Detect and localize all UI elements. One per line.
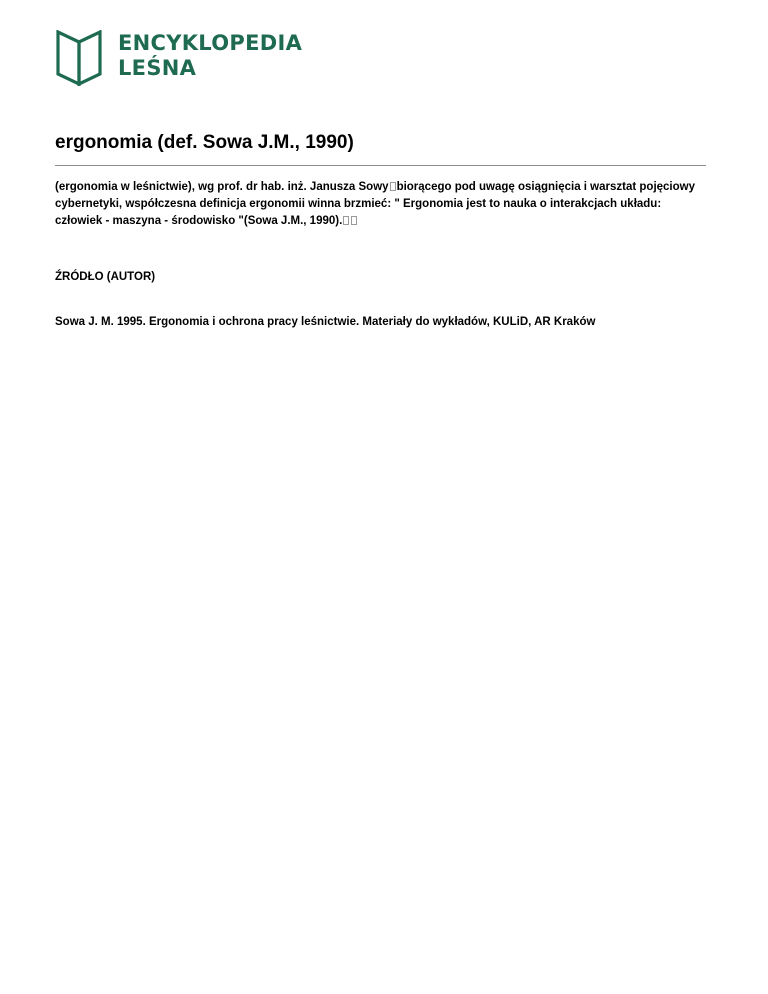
- source-heading: ŹRÓDŁO (AUTOR): [55, 271, 156, 283]
- missing-glyph-box-icon: [351, 216, 357, 225]
- site-logo[interactable]: [54, 30, 302, 86]
- definition-part-1: (ergonomia w leśnictwie), wg prof. dr hab. inż. Janusza Sowy: [55, 181, 389, 193]
- open-book-icon: [54, 30, 104, 86]
- source-citation: Sowa J. M. 1995. Ergonomia i ochrona pracy leśnictwie. Materiały do wykładów, KULiD, AR Kraków: [55, 316, 596, 328]
- title-divider: [55, 165, 706, 166]
- logo-line-1: ENCYKLOPEDIA: [118, 31, 303, 55]
- logo-wordmark: [118, 31, 302, 81]
- definition-text: [55, 179, 695, 230]
- missing-glyph-box-icon: [343, 216, 349, 225]
- missing-glyph-box-icon: [390, 182, 396, 191]
- logo-line-2: LEŚNA: [118, 56, 197, 80]
- page-title: ergonomia (def. Sowa J.M., 1990): [55, 132, 354, 153]
- definition-part-2: biorącego pod uwagę osiągnięcia i warsztat pojęciowy cybernetyki, współczesna definicja ergonomii winna brzmieć: " Ergonomia jest to nauka o interakcjach układu: człowiek - maszyna - środowisko "(Sowa J.M., 1990).: [55, 181, 695, 227]
